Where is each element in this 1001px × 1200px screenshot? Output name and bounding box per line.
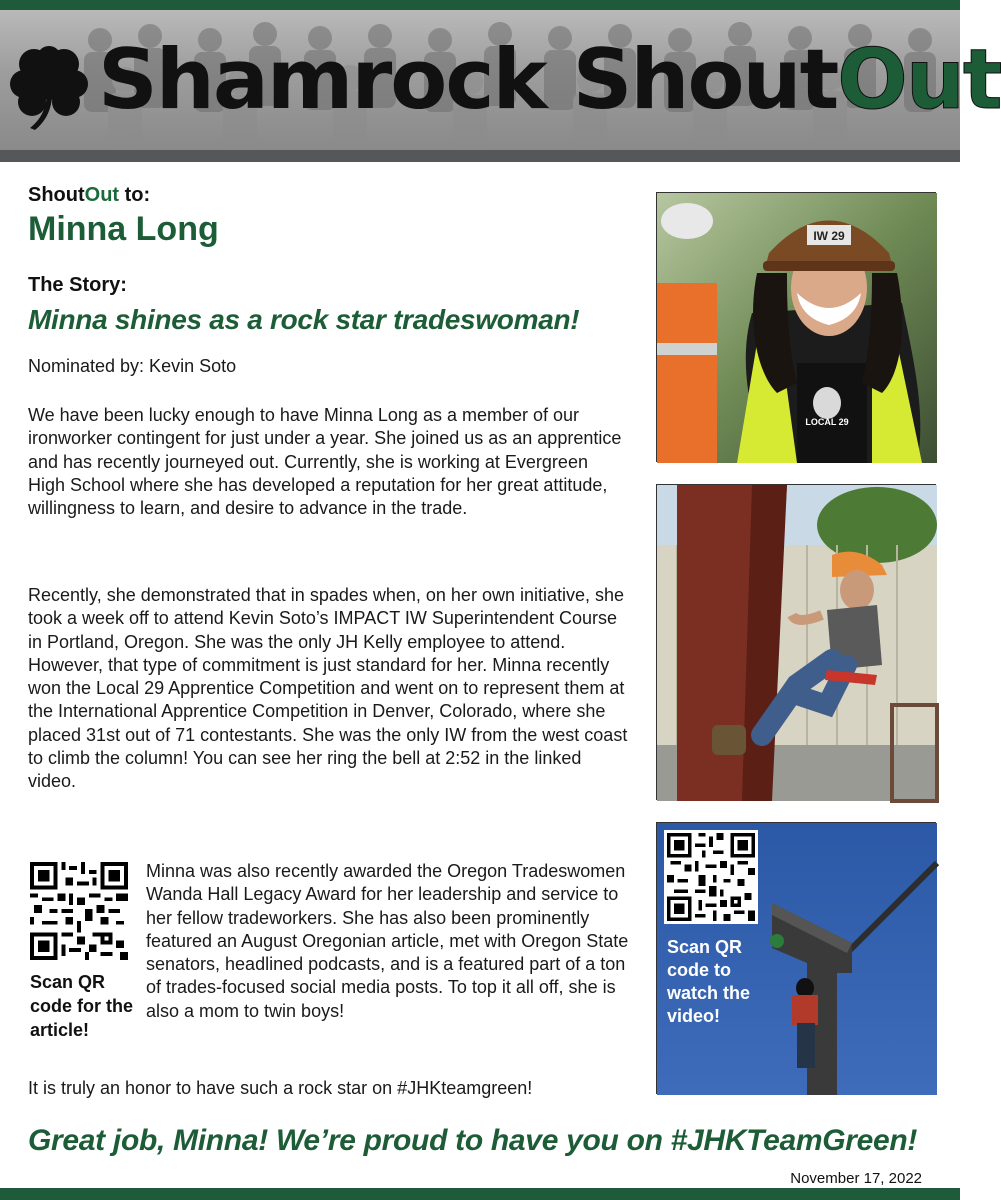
masthead-title-accent: Out xyxy=(837,31,1001,128)
portrait-photo xyxy=(656,192,936,462)
story-paragraph-3: Minna was also recently awarded the Oregon Tradeswomen Wanda Hall Legacy Award for her leadership and service to her fellow tradeworkers. She has also been prominently featured an August Oregonian article, met with Oregon State senators, headlined podcasts, and is a featured part of a ton of trades-focused social media posts. To top it all off, she is also a mom to twin boys! xyxy=(146,861,629,1021)
honoree-name: Minna Long xyxy=(28,210,219,248)
publish-date: November 17, 2022 xyxy=(790,1170,922,1187)
story-paragraph-1: We have been lucky enough to have Minna Long as a member of our ironworker contingent for just under a year. She joined us as an apprentice and has recently journeyed out. Currently, she is working at Evergreen High School where she has developed a reputation for her great attitude, willingness to learn, and desire to advance in the trade. xyxy=(28,405,622,519)
climbing-column-photo xyxy=(656,484,936,800)
story-paragraph-4: It is truly an honor to have such a rock star on #JHKteamgreen! xyxy=(28,1078,533,1098)
article-qr-caption: Scan QR code for the article! xyxy=(30,972,134,1040)
shoutout-label: ShoutOut to: xyxy=(28,184,151,206)
story-paragraph-2: Recently, she demonstrated that in spades when, on her own initiative, she took a week off to attend Kevin Soto’s IMPACT IW Superintendent Course in Portland, Oregon. She was the only JH Kelly employee to attend. However, that type of commitment is just standard for her. Minna recently won the Local 29 Apprentice Competition and went on to represent them at the International Apprentice Competition in Denver, Colorado, where she placed 31st out of 71 contestants. She was the only IW from the west coast to climb the column! You can see her ring the bell at 2:52 in the linked video. xyxy=(28,585,628,792)
article-qr-code[interactable] xyxy=(30,862,128,960)
header-divider xyxy=(0,150,960,162)
story-headline: Minna shines as a rock star tradeswoman! xyxy=(28,304,580,335)
masthead-banner xyxy=(0,10,1001,150)
video-qr-caption: Scan QR code to watch the video! xyxy=(667,937,751,1026)
masthead-title: Shamrock ShoutOut xyxy=(98,31,1001,128)
qr-code-icon xyxy=(30,862,128,960)
nominated-by: Nominated by: Kevin Soto xyxy=(28,356,237,376)
story-label: The Story: xyxy=(28,274,127,296)
video-qr-code[interactable] xyxy=(664,830,758,924)
footer-stripe xyxy=(0,1188,960,1200)
top-stripe xyxy=(0,0,960,10)
helmet-iw-29-text: IW 29 xyxy=(813,229,845,243)
shamrock-icon xyxy=(10,44,88,130)
closing-message: Great job, Minna! We’re proud to have you on #JHKTeamGreen! xyxy=(28,1124,918,1157)
qr-code-icon xyxy=(667,833,755,921)
shirt-local-29-text: LOCAL 29 xyxy=(805,417,849,427)
